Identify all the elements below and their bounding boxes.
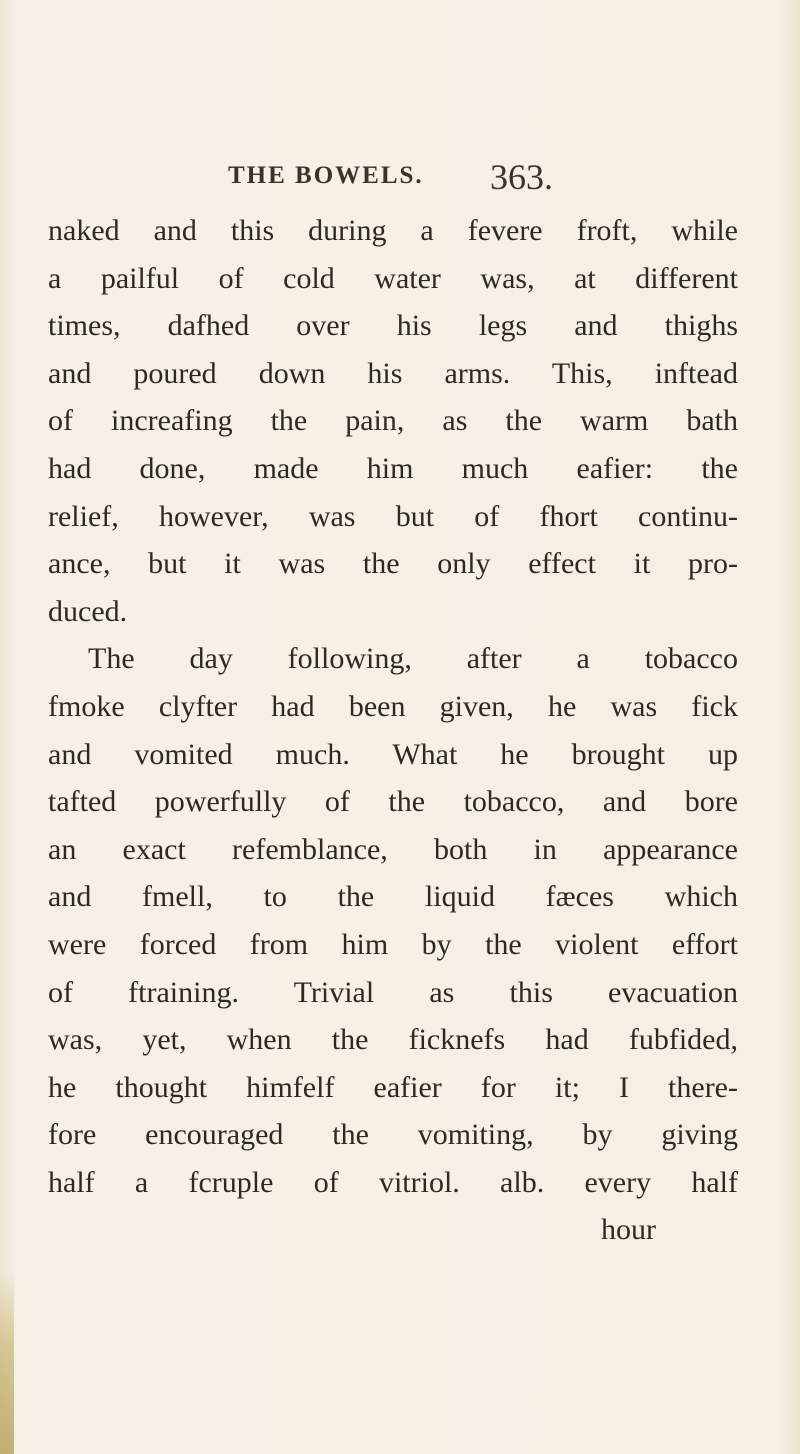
text-line: tafted powerfully of the tobacco, and bore xyxy=(48,785,738,819)
text-line: fmoke clyfter had been given, he was fick xyxy=(48,689,738,723)
text-line: ance, but it was the only effect it pro- xyxy=(48,547,738,581)
catchword: hour xyxy=(601,1213,656,1247)
text-line: of increafing the pain, as the warm bath xyxy=(48,404,738,438)
text-line: he thought himfelf eafier for it; I there- xyxy=(48,1070,738,1104)
text-line: were forced from him by the violent effort xyxy=(48,927,738,961)
text-line: fore encouraged the vomiting, by giving xyxy=(48,1118,738,1152)
text-line: and poured down his arms. This, inftead xyxy=(48,356,738,390)
text-line: a pailful of cold water was, at different xyxy=(48,261,738,295)
text-line: half a fcruple of vitriol. alb. every half xyxy=(48,1165,738,1199)
text-line-paragraph-start: The day following, after a tobacco xyxy=(88,642,738,676)
text-line: relief, however, was but of fhort continu- xyxy=(48,499,738,533)
page-number: 363. xyxy=(490,157,553,197)
text-line-paragraph-end: duced. xyxy=(48,594,128,628)
text-line: had done, made him much eafier: the xyxy=(48,451,738,485)
text-line: times, dafhed over his legs and thighs xyxy=(48,309,738,343)
text-line: was, yet, when the ficknefs had fubfided, xyxy=(48,1023,738,1057)
body-text xyxy=(48,207,738,1254)
text-line: of ftraining. Trivial as this evacuation xyxy=(48,975,738,1009)
page-edge-stain xyxy=(0,1270,14,1454)
text-line: naked and this during a fevere froft, while xyxy=(48,214,738,247)
text-line: and vomited much. What he brought up xyxy=(48,737,738,771)
text-line: an exact refemblance, both in appearance xyxy=(48,832,738,866)
text-line: and fmell, to the liquid fæces which xyxy=(48,880,738,914)
running-head xyxy=(0,157,800,200)
running-head-title: THE BOWELS. xyxy=(228,162,424,189)
